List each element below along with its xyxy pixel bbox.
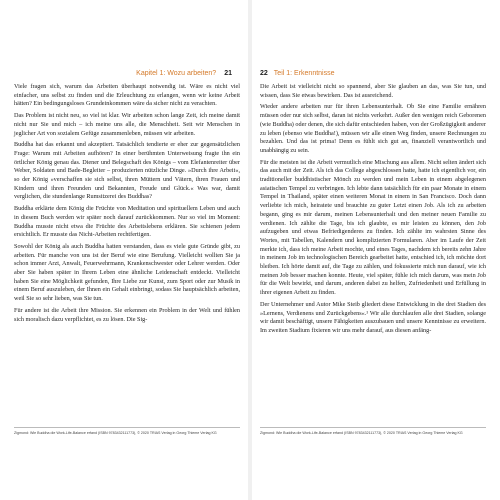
right-footer: Zigmond: Wie Buddha die Work-Life-Balance erfand (ISBN 9783432111773), © 2020 TRIAS Verlag in Georg Thieme Verlag KG bbox=[260, 431, 463, 435]
paragraph: Viele fragen sich, warum das Arbeiten überhaupt notwendig ist. Wäre es nicht viel einfacher, uns selbst zu finden und die Erleuchtung zu erlangen, wenn wir keine Arbeit hätten? Ein bedingungsloses Grundeinkommen wäre da sicher nicht zu verachten. bbox=[14, 83, 240, 108]
book-gutter bbox=[248, 0, 252, 500]
footer-rule bbox=[14, 427, 240, 428]
paragraph: Buddha erklärte dem König die Früchte von Meditation und spirituellem Leben und auch in diesem Buch werden wir später noch darauf zurückkommen. Nur so viel im Moment: Buddha musste nicht etwa die Früchte des Arbeitslebens erklären. Sie schienen jedem ersichtlich. Er musste das Nicht-Arbeiten rechtfertigen. bbox=[14, 205, 240, 239]
right-header-title: Teil 1: Erkenntnisse bbox=[273, 70, 335, 77]
right-running-header bbox=[260, 70, 335, 77]
paragraph: Wieder andere arbeiten nur für ihren Lebensunterhalt. Ob Sie eine Familie ernähren müssen oder nur sich selbst, daran ist nichts verkehrt. Außer den wenigen reich Geborenen (wie Buddha) oder denen, die sich dafür entschieden haben, von der Großzügigkeit anderer zu leben (ebenso wie Buddha!), müssen wir alle einen Weg finden, unsere Rechnungen zu bezahlen. Und das ist prima! Denn es fühlt sich gut an, finanziell verantwortlich und unabhängig zu sein. bbox=[260, 103, 486, 154]
left-page-number: 21 bbox=[224, 70, 232, 77]
left-footer: Zigmond: Wie Buddha die Work-Life-Balance erfand (ISBN 9783432111773), © 2020 TRIAS Verlag in Georg Thieme Verlag KG bbox=[14, 431, 217, 435]
right-page bbox=[260, 0, 500, 500]
paragraph: Für die meisten ist die Arbeit vermutlich eine Mischung aus allem. Nicht selten ändert sich das auch mit der Zeit. Als ich das College abgeschlossen hatte, hatte ich eigentlich vor, ein traditioneller buddhistischer Mönch zu werden und mein Leben in einem abgelegenen asiatischen Tempel zu verbringen. Ich lebte dann tatsächlich für ein paar Monate in einem Tempel in Thailand, später einen weiteren Monat in einem in San Francisco. Doch dann verliebte ich mich, heiratete und brauchte zu guter Letzt einen Job. Als ich zu arbeiten begann, ging es mir darum, meinen Lebensunterhalt und den meiner neuen Familie zu verdienen. Ich zählte die Tage, bis ich glaubte, es mir leisten zu können, den Job aufzugeben und etwas Befriedigenderes zu finden. Ich zählte im wahrsten Sinne des Wortes, mit Tabellen, Kalendern und komplizierten Formularen. Aber im Laufe der Zeit merkte ich, dass ich meine Arbeit mochte, und eines Tages, nachdem ich bereits zehn Jahre in meinem Job im technologischen Bereich gearbeitet hatte, entschied ich, ich möchte dort bleiben. Ich hörte damit auf, die Tage zu zählen, und fokussierte mich nun darauf, wie ich meinen Job besser machen konnte. Heute, viel später, fühle ich mich darum, was mein Job für die Welt bewirkt, und darum, anderen dabei zu helfen, Zufriedenheit und Erfüllung in ihrer eigenen Arbeit zu finden. bbox=[260, 158, 486, 297]
paragraph: Buddha hat das erkannt und akzeptiert. Tatsächlich tendierte er eher zur gegensätzlichen Frage: Warum mit Arbeiten aufhören? In einer berühmten Unterweisung fragte ihn ein örtlicher König genau das. Diener und Belegschaft des Königs – vom Elefantenreiter über Weber, Soldaten und Bade-Begleiter – produzierten nützliche Dinge. »Durch ihre Arbeit«, so der König »verschaffen sie sich selbst, ihren Müttern und Vätern, ihren Frauen und Kindern und ihren Freunden und Bekannten, Freude und Glück.« Was war, damit verglichen, die stundenlange Rumsitzerei des Buddhas? bbox=[14, 141, 240, 201]
footer-rule bbox=[260, 427, 486, 428]
right-body-text bbox=[260, 83, 486, 339]
paragraph: Sowohl der König als auch Buddha hatten verstanden, dass es viele gute Gründe gibt, zu arbeiten. Für manche von uns ist der Beruf wie eine Berufung. Vielleicht wollten Sie ja schon immer Arzt, Anwalt, Feuerwehrmann, Krankenschwester oder Lehrer werden. Oder aber Sie haben später in Ihrem Leben eine ähnliche Leidenschaft entdeckt. Vielleicht haben Sie eine Möglichkeit gefunden, Ihre Liebe zur Kunst, zum Sport oder zur Musik in einem Beruf auszuleben, der Ihnen ein Gehalt einbringt, sodass Sie hauptsächlich arbeiten, weil Sie so sehr lieben, was Sie tun. bbox=[14, 242, 240, 303]
paragraph: Die Arbeit ist vielleicht nicht so spannend, aber Sie glauben an das, was Sie tun, und wissen, dass Sie etwas bewirken. Das ist ausreichend. bbox=[260, 83, 486, 99]
right-page-number: 22 bbox=[260, 70, 268, 77]
left-running-header bbox=[136, 70, 232, 77]
paragraph: Für andere ist die Arbeit ihre Mission. Sie erkennen ein Problem in der Welt und fühlen sich moralisch dazu verpflichtet, es zu lösen. Die Sig- bbox=[14, 306, 240, 323]
left-page bbox=[0, 0, 240, 500]
left-body-text bbox=[14, 83, 240, 327]
left-header-title: Kapitel 1: Wozu arbeiten? bbox=[136, 70, 217, 77]
paragraph: Der Unternehmer und Autor Mike Steib gliedert diese Entwicklung in die drei Stadien des »Lernens, Verdienens und Zurückgebens«.¹ Wir alle durchlaufen alle drei Stadien, solange wir damit beschäftigt, unsere Fähigkeiten auszubauen und unsere Kenntnisse zu erweitern. Im zweiten Stadium fixieren wir uns mehr darauf, aus diesen anfäng- bbox=[260, 300, 486, 334]
paragraph: Das Problem ist nicht neu, so viel ist klar. Wir arbeiten schon lange Zeit, ich meine damit nicht nur Sie und mich – ich meine uns alle, die Menschheit. Seit wir Menschen in jeglicher Art von sozialem Gefüge zusammenleben, müssen wir arbeiten. bbox=[14, 112, 240, 137]
